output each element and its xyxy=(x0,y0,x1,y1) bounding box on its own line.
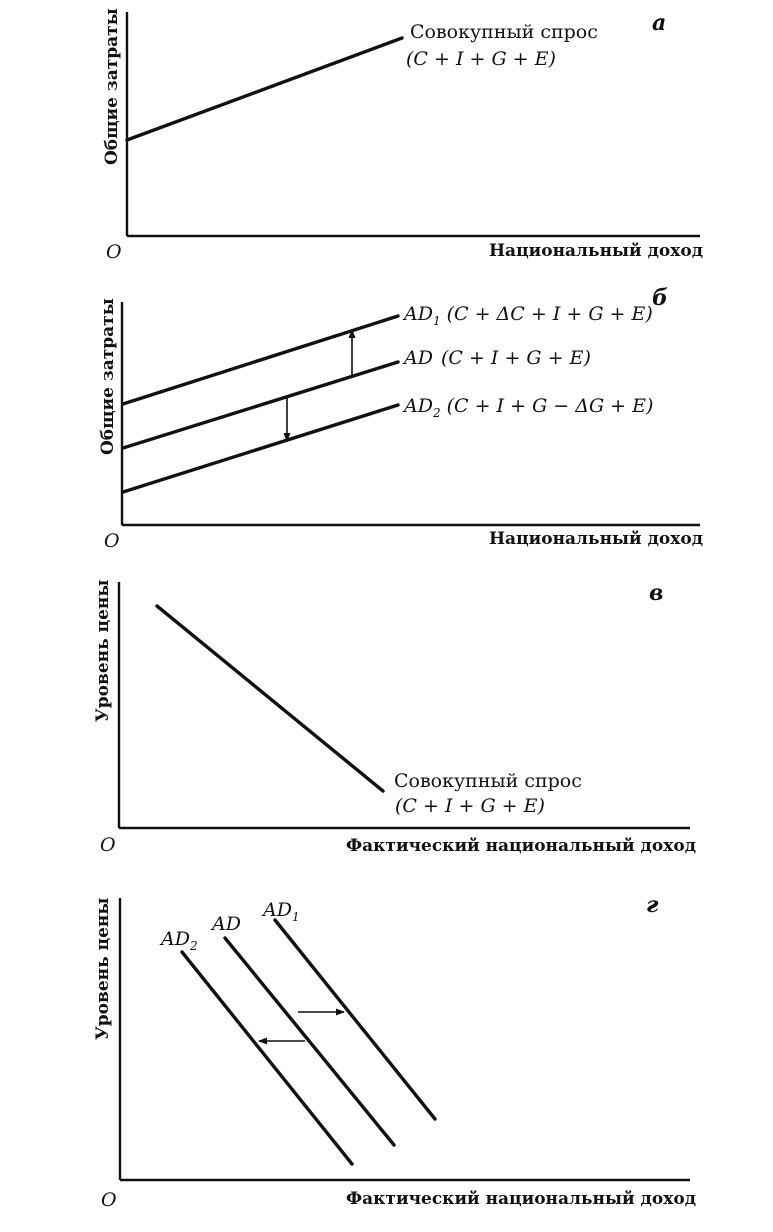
chart-d-ad1-label: $AD_1$ xyxy=(263,899,300,924)
chart-d-y-label: Уровень цены xyxy=(93,897,113,1040)
chart-b-ad-line xyxy=(123,362,398,448)
chart-b-ad-label: AD (C + I + G + E) xyxy=(404,347,591,369)
chart-a-y-label: Общие затраты xyxy=(102,8,122,165)
chart-b-ad1-label: $AD_1$ (C + ΔC + I + G + E) xyxy=(404,303,653,328)
chart-a xyxy=(102,8,703,263)
chart-a-demand-line xyxy=(127,38,402,140)
chart-c xyxy=(93,580,696,856)
chart-a-series-name: Совокупный спрос xyxy=(410,21,598,43)
chart-b-ad1-line xyxy=(123,316,398,404)
chart-a-series-formula: (C + I + G + E) xyxy=(406,48,556,70)
chart-b xyxy=(98,285,703,552)
chart-c-x-label: Фактический национальный доход xyxy=(346,836,697,856)
chart-d-x-label: Фактический национальный доход xyxy=(346,1189,697,1209)
chart-a-x-label: Национальный доход xyxy=(489,241,704,261)
chart-d xyxy=(93,892,696,1211)
chart-c-series-name: Совокупный спрос xyxy=(394,770,582,792)
chart-b-origin: O xyxy=(104,530,120,552)
chart-b-panel-letter: б xyxy=(652,285,668,311)
chart-b-ad2-label: $AD_2$ (C + I + G − ΔG + E) xyxy=(404,395,654,420)
chart-c-origin: O xyxy=(100,834,116,856)
chart-c-panel-letter: в xyxy=(649,580,664,606)
chart-d-ad2-label: $AD_2$ xyxy=(161,928,198,953)
chart-d-panel-letter: г xyxy=(646,892,659,918)
chart-d-ad-line xyxy=(225,938,394,1145)
chart-c-y-label: Уровень цены xyxy=(93,579,113,722)
chart-b-x-label: Национальный доход xyxy=(489,529,704,549)
chart-d-origin: O xyxy=(101,1189,117,1211)
chart-a-panel-letter: а xyxy=(652,10,667,36)
chart-c-demand-line xyxy=(157,606,383,791)
chart-a-origin: O xyxy=(106,241,122,263)
chart-b-y-label: Общие затраты xyxy=(98,298,118,455)
chart-d-ad1-line xyxy=(275,920,435,1119)
chart-c-series-formula: (C + I + G + E) xyxy=(395,795,545,817)
chart-b-ad2-line xyxy=(123,405,398,492)
chart-d-ad-label: AD xyxy=(212,913,241,935)
